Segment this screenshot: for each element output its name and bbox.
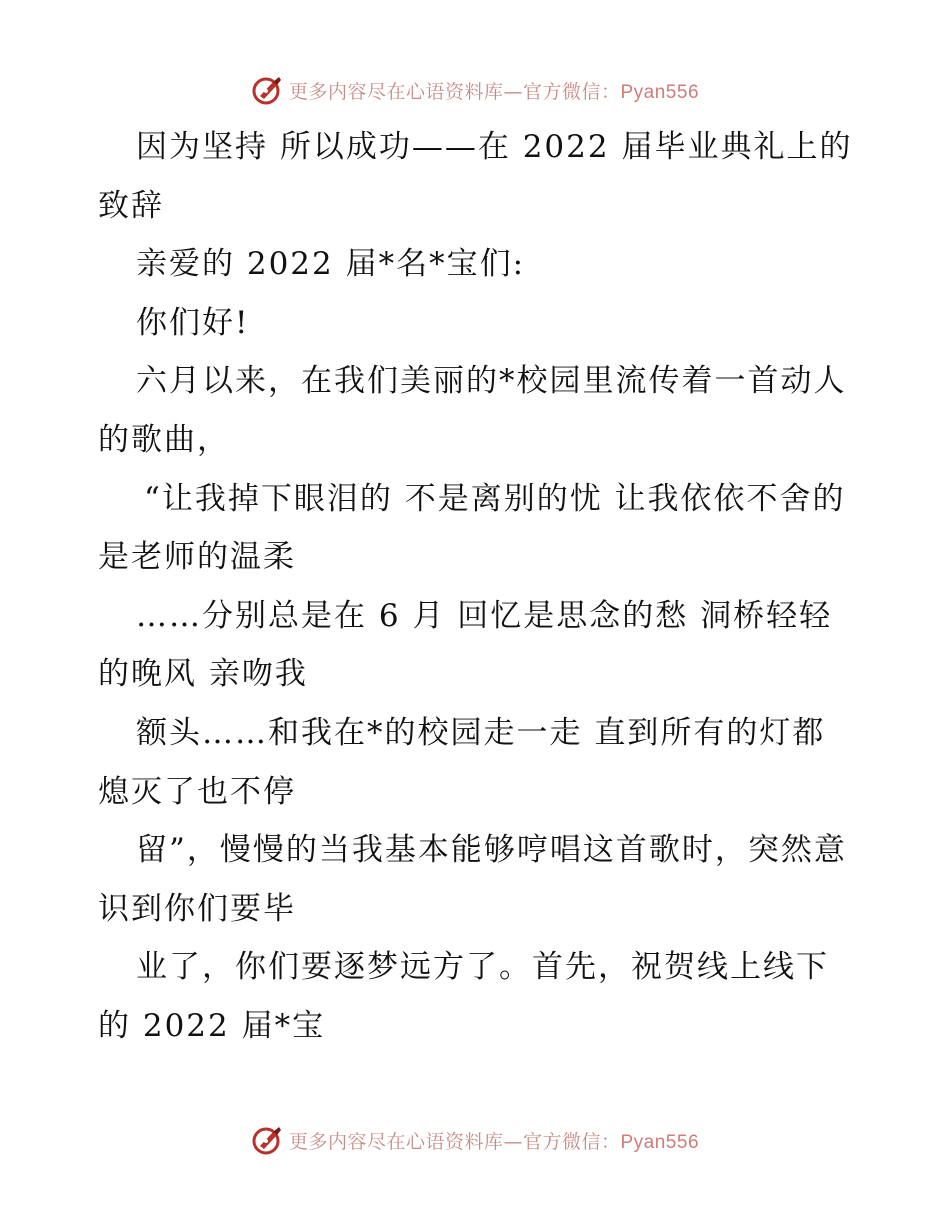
body-paragraph: 留”，慢慢的当我基本能够哼唱这首歌时，突然意识到你们要毕 <box>98 832 847 927</box>
body-paragraph: 业了，你们要逐梦远方了。首先，祝贺线上线下的 2022 届*宝 <box>98 949 829 1044</box>
body-paragraph: 额头……和我在*的校园走一走 直到所有的灯都熄灭了也不停 <box>98 714 826 810</box>
pen-nib-circle-icon <box>251 74 283 106</box>
watermark-text: 更多内容尽在心语资料库—官方微信：Pyan556 <box>288 1130 700 1153</box>
body-paragraph: “让我掉下眼泪的 不是离别的忧 让我依依不舍的 是老师的温柔 <box>98 480 846 576</box>
body-paragraph: 六月以来，在我们美丽的*校园里流传着一首动人的歌曲， <box>98 363 847 458</box>
watermark-text: 更多内容尽在心语资料库—官方微信：Pyan556 <box>288 80 700 103</box>
pen-nib-circle-icon <box>251 1124 283 1156</box>
document-body <box>98 118 858 1056</box>
header-watermark <box>0 72 950 108</box>
document-title: 因为坚持 所以成功——在 2022 届毕业典礼上的致辞 <box>98 129 853 224</box>
salutation: 亲爱的 2022 届*名*宝们: <box>136 246 526 283</box>
body-paragraph: ……分别总是在 6 月 回忆是思念的愁 洞桥轻轻的晚风 亲吻我 <box>98 597 833 693</box>
footer-watermark <box>0 1122 950 1158</box>
greeting: 你们好! <box>136 304 250 341</box>
